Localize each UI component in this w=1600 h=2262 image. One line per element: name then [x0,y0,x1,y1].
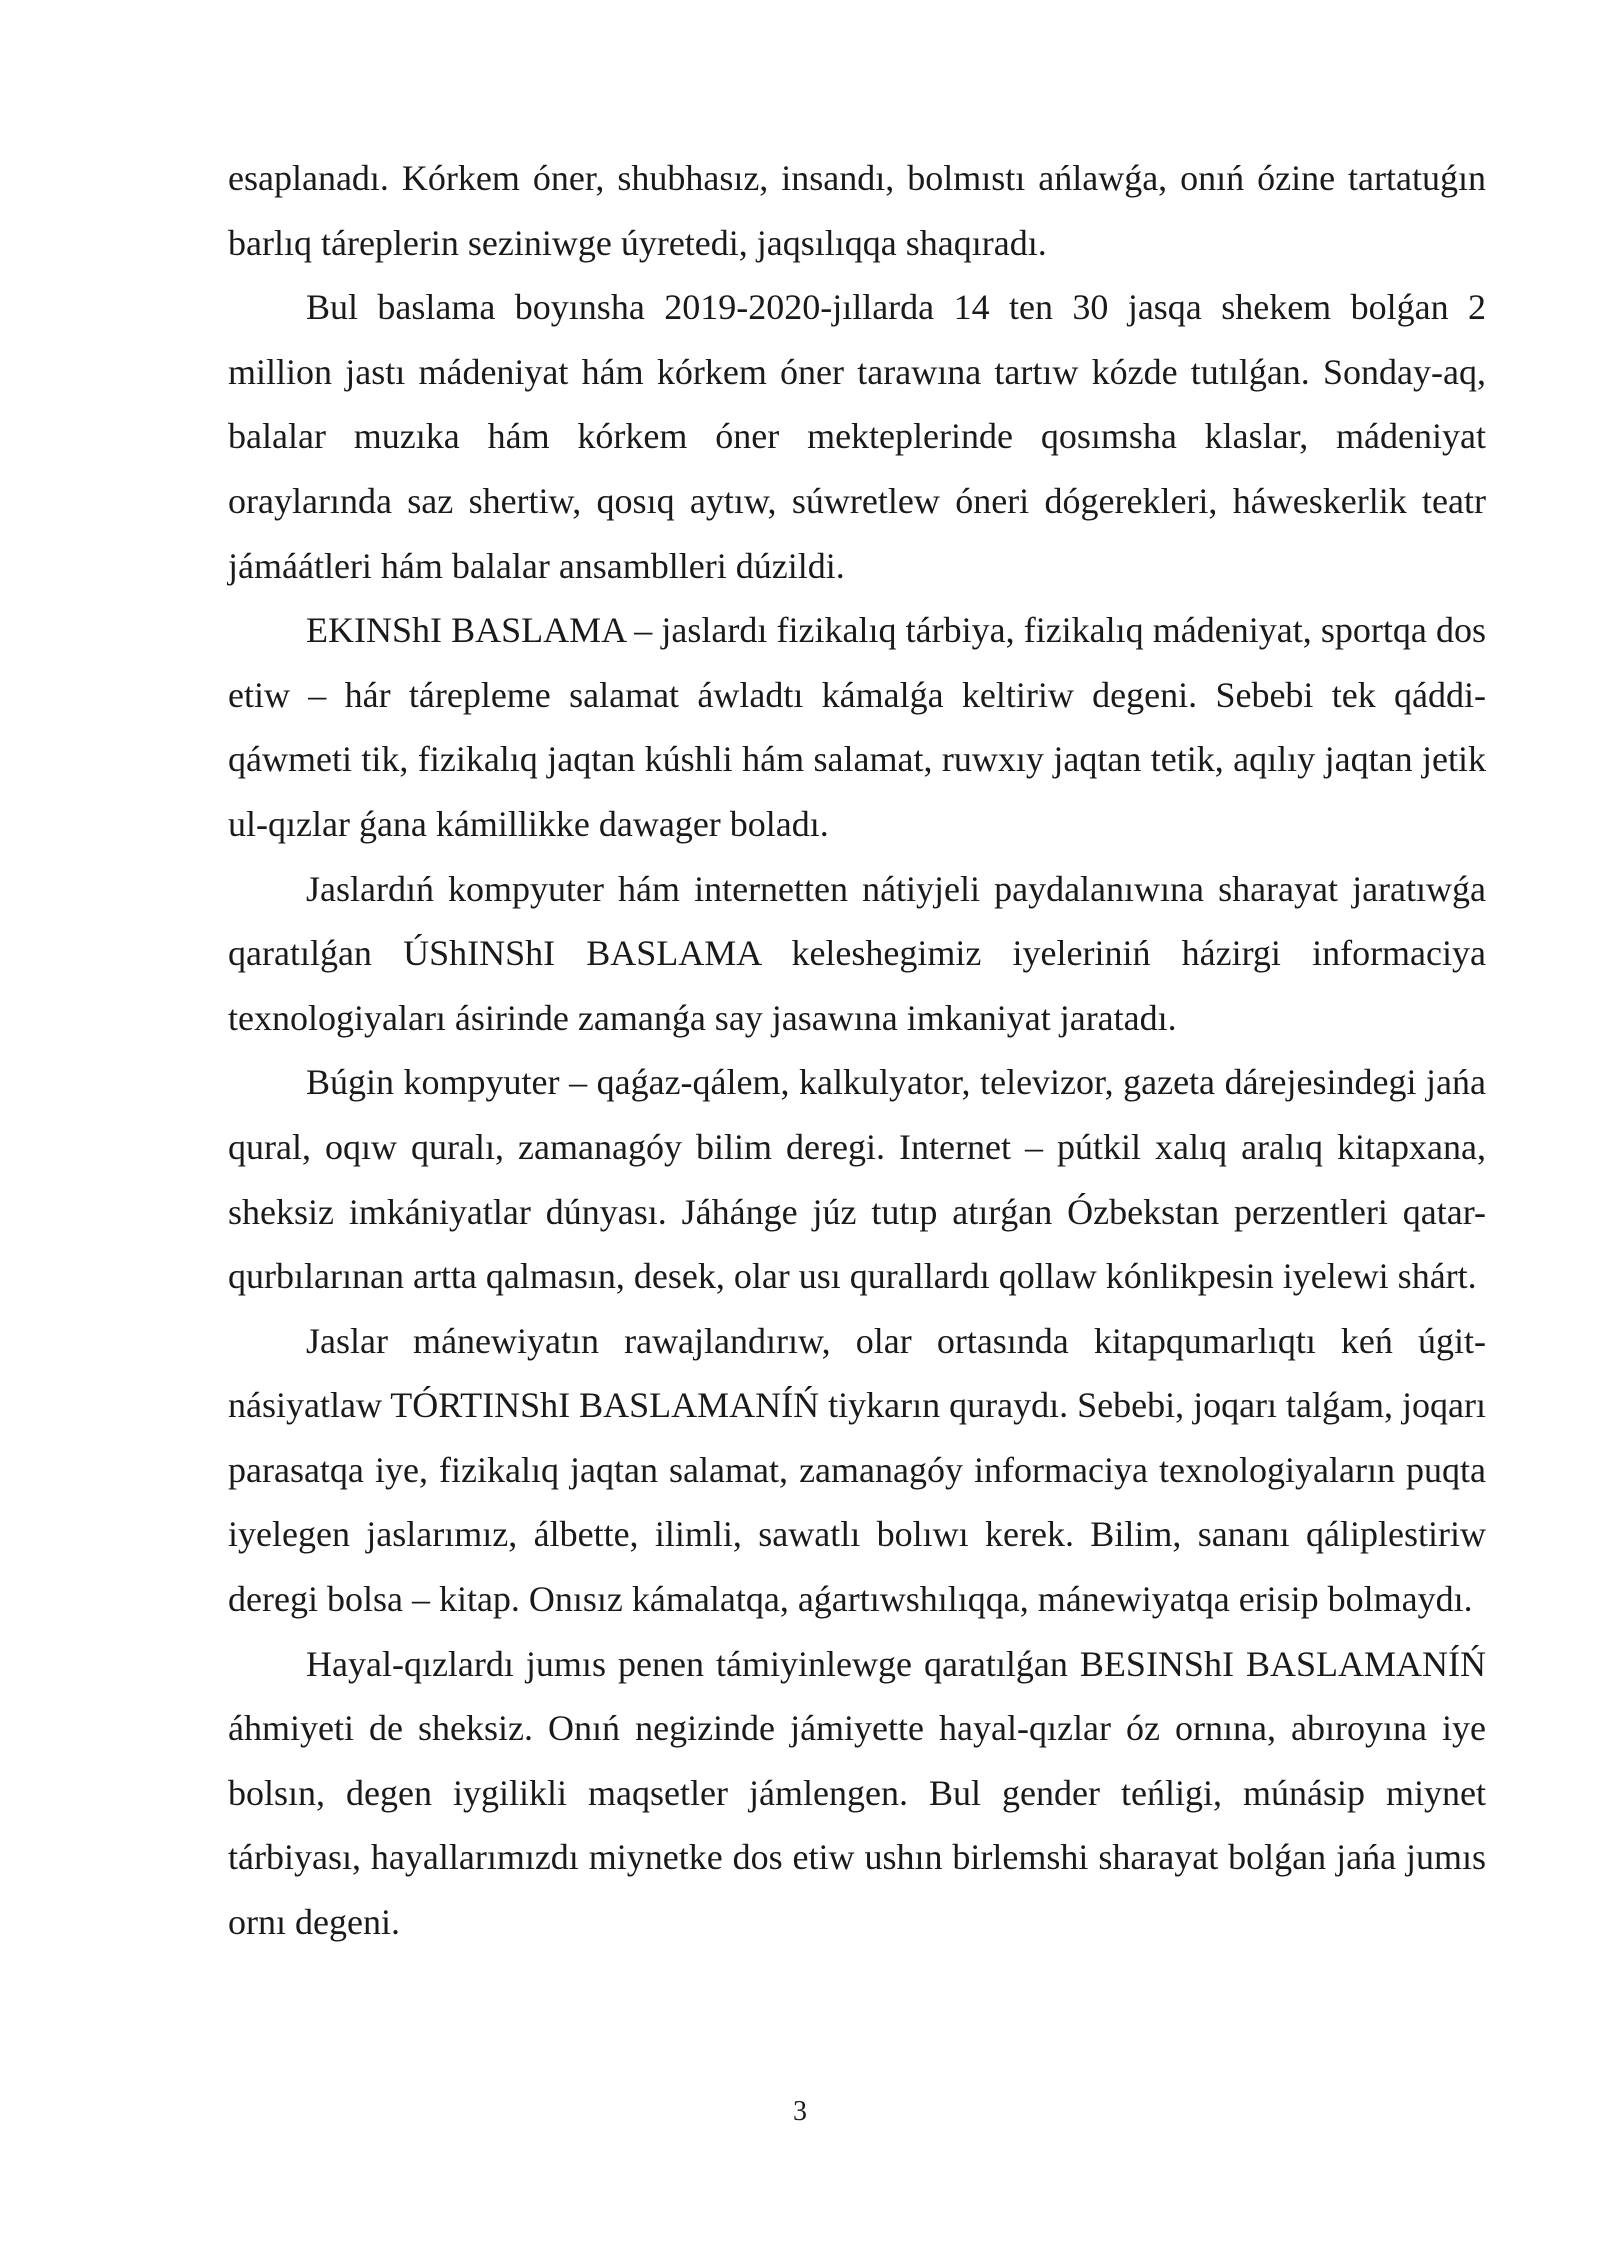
paragraph-1: esaplanadı. Kórkem óner, shubhasız, insandı, bolmıstı ańlawǵa, onıń ózine tartatuǵın barlıq táreplerin seziniwge úyretedi, jaqsılıqqa shaqıradı. [228,158,1486,263]
paragraph-4: Jaslardıń kompyuter hám internetten nátiyjeli paydalanıwına sharayat jaratıwǵa qaratılǵan ÚShINShI BASLAMA keleshegimiz iyeleriniń házirgi informaciya texnologiyaları ásirinde zamanǵa say jasawına imkaniyat jaratadı. [228,868,1486,1038]
paragraph-3: EKINShI BASLAMA – jaslardı fizikalıq tárbiya, fizikalıq mádeniyat, sportqa dos etiw – hár tárepleme salamat áwladtı kámalǵa keltiriw degeni. Sebebi tek qáddi-qáwmeti tik, fizikalıq jaqtan kúshli hám salamat, ruwxıy jaqtan tetik, aqılıy jaqtan jetik ul-qızlar ǵana kámillikke dawager boladı. [228,610,1486,844]
document-body [228,146,1486,1955]
page-number: 3 [793,2096,807,2127]
paragraph-6: Jaslar mánewiyatın rawajlandırıw, olar ortasında kitapqumarlıqtı keń úgit-násiyatlaw TÓRTINShI BASLAMANÍŃ tiykarın quraydı. Sebebi, joqarı talǵam, joqarı parasatqa iye, fizikalıq jaqtan salamat, zamanagóy informaciya texnologiyaların puqta iyelegen jaslarımız, álbette, ilimli, sawatlı bolıwı kerek. Bilim, sananı qáliplestiriw deregi bolsa – kitap. Onısız kámalatqa, aǵartıwshılıqqa, mánewiyatqa erisip bolmaydı. [228,1320,1486,1620]
paragraph-5: Búgin kompyuter – qaǵaz-qálem, kalkulyator, televizor, gazeta dárejesindegi jańa qural, oqıw quralı, zamanagóy bilim deregi. Internet – pútkil xalıq aralıq kitapxana, sheksiz imkániyatlar dúnyası. Jáhánge júz tutıp atırǵan Ózbekstan perzentleri qatar-qurbılarınan artta qalmasın, desek, olar usı qurallardı qollaw kónlikpesin iyelewi shárt. [228,1062,1486,1297]
paragraph-2: Bul baslama boyınsha 2019-2020-jıllarda 14 ten 30 jasqa shekem bolǵan 2 million jastı mádeniyat hám kórkem óner tarawına tartıw kózde tutılǵan. Sonday-aq, balalar muzıka hám kórkem óner mekteplerinde qosımsha klaslar, mádeniyat oraylarında saz shertiw, qosıq aytıw, súwretlew óneri dógerekleri, háweskerlik teatr jámáátleri hám balalar ansamblleri dúzildi. [228,287,1486,586]
paragraph-7: Hayal-qızlardı jumıs penen támiyinlewge qaratılǵan BESINShI BASLAMANÍŃ áhmiyeti de sheksiz. Onıń negizinde jámiyette hayal-qızlar óz ornına, abıroyına iye bolsın, degen iygilikli maqsetler jámlengen. Bul gender teńligi, múnásip miynet tárbiyası, hayallarımızdı miynetke dos etiw ushın birlemshi sharayat bolǵan jańa jumıs ornı degeni. [228,1643,1486,1943]
